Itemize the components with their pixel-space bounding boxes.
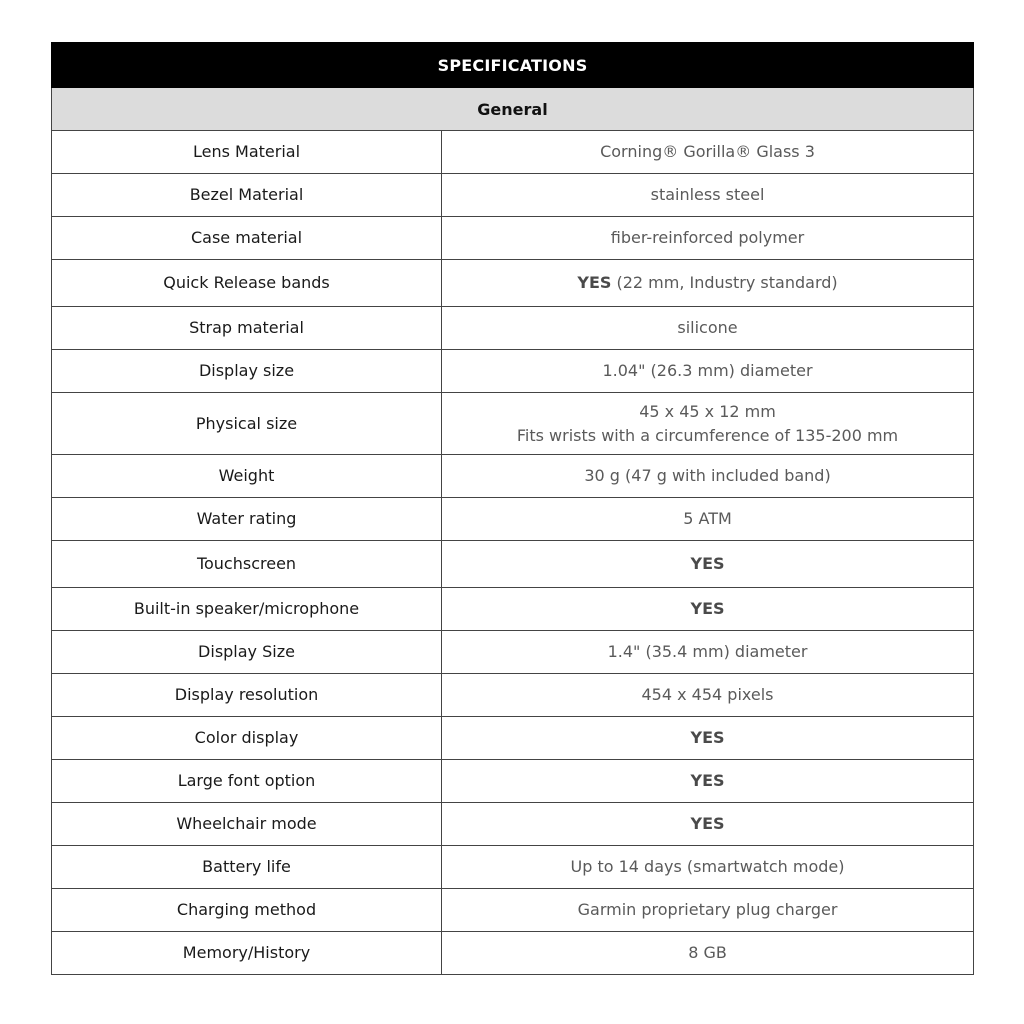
table-row	[52, 350, 974, 393]
spec-value	[442, 260, 974, 307]
spec-label: Charging method	[52, 889, 442, 932]
table-row	[52, 717, 974, 760]
specifications-table	[51, 42, 974, 975]
spec-value: 5 ATM	[442, 498, 974, 541]
spec-label: Built-in speaker/microphone	[52, 588, 442, 631]
table-row	[52, 631, 974, 674]
spec-value	[442, 393, 974, 455]
table-row	[52, 131, 974, 174]
table-row	[52, 932, 974, 975]
spec-table-container	[51, 42, 973, 975]
spec-value: 454 x 454 pixels	[442, 674, 974, 717]
table-row	[52, 455, 974, 498]
spec-label: Display Size	[52, 631, 442, 674]
table-row	[52, 393, 974, 455]
section-heading: General	[52, 88, 974, 131]
spec-value: YES	[442, 760, 974, 803]
table-row	[52, 260, 974, 307]
spec-value: YES	[442, 588, 974, 631]
spec-value: 1.04" (26.3 mm) diameter	[442, 350, 974, 393]
spec-label: Color display	[52, 717, 442, 760]
table-row	[52, 498, 974, 541]
spec-label: Large font option	[52, 760, 442, 803]
section-row	[52, 88, 974, 131]
spec-label: Strap material	[52, 307, 442, 350]
table-row	[52, 307, 974, 350]
table-row	[52, 803, 974, 846]
table-row	[52, 174, 974, 217]
spec-value: stainless steel	[442, 174, 974, 217]
spec-label: Lens Material	[52, 131, 442, 174]
table-row	[52, 674, 974, 717]
spec-value: YES	[442, 541, 974, 588]
table-title: SPECIFICATIONS	[52, 43, 974, 88]
spec-label: Quick Release bands	[52, 260, 442, 307]
spec-label: Display size	[52, 350, 442, 393]
spec-value: Up to 14 days (smartwatch mode)	[442, 846, 974, 889]
spec-label: Touchscreen	[52, 541, 442, 588]
table-row	[52, 588, 974, 631]
spec-value: fiber-reinforced polymer	[442, 217, 974, 260]
spec-label: Battery life	[52, 846, 442, 889]
spec-label: Physical size	[52, 393, 442, 455]
spec-label: Memory/History	[52, 932, 442, 975]
spec-value-line: 45 x 45 x 12 mm	[639, 401, 776, 421]
spec-label: Display resolution	[52, 674, 442, 717]
spec-value: 8 GB	[442, 932, 974, 975]
spec-value-bold: YES	[577, 273, 612, 292]
spec-label: Water rating	[52, 498, 442, 541]
spec-value: YES	[442, 803, 974, 846]
spec-label: Case material	[52, 217, 442, 260]
table-row	[52, 846, 974, 889]
spec-value: 30 g (47 g with included band)	[442, 455, 974, 498]
spec-value: Corning® Gorilla® Glass 3	[442, 131, 974, 174]
spec-label: Bezel Material	[52, 174, 442, 217]
title-row	[52, 43, 974, 88]
table-row	[52, 889, 974, 932]
spec-value-line: Fits wrists with a circumference of 135-200 mm	[516, 425, 899, 445]
spec-value: Garmin proprietary plug charger	[442, 889, 974, 932]
spec-value-detail: (22 mm, Industry standard)	[611, 273, 838, 292]
spec-label: Wheelchair mode	[52, 803, 442, 846]
table-row	[52, 760, 974, 803]
table-row	[52, 217, 974, 260]
table-row	[52, 541, 974, 588]
spec-value: YES	[442, 717, 974, 760]
spec-value: silicone	[442, 307, 974, 350]
spec-value: 1.4" (35.4 mm) diameter	[442, 631, 974, 674]
spec-label: Weight	[52, 455, 442, 498]
